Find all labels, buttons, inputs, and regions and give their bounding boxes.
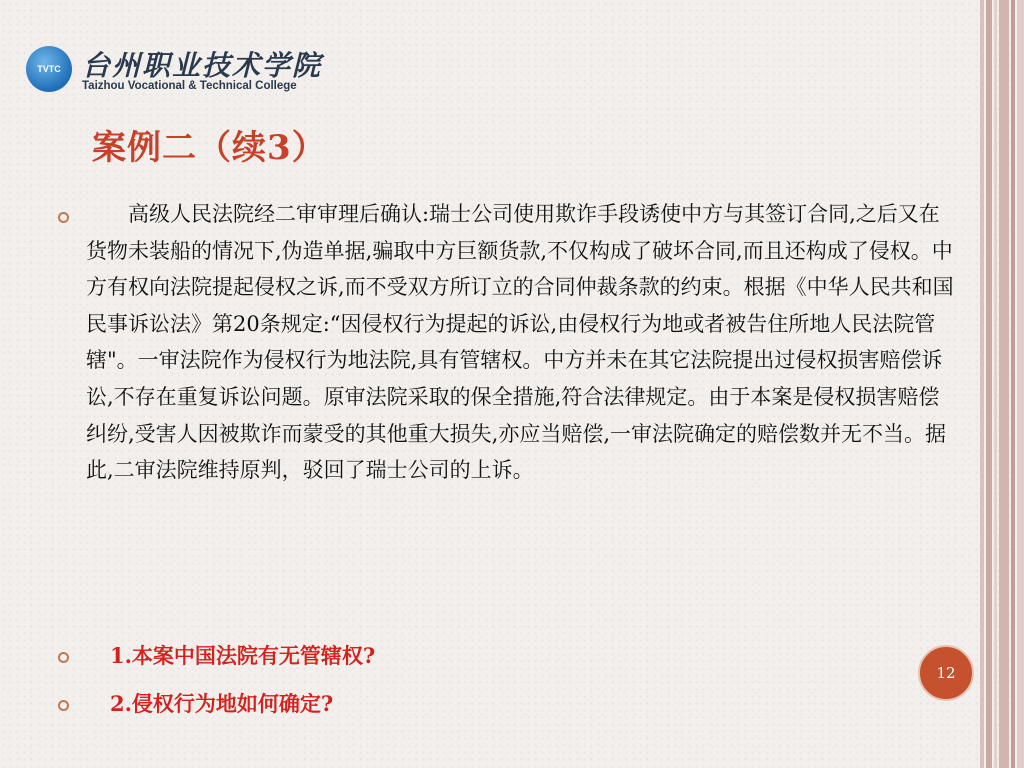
decorative-side-stripes — [980, 0, 1024, 768]
question-1: 1.本案中国法院有无管辖权? — [110, 643, 376, 668]
page-number-badge: 12 — [918, 645, 974, 701]
bullet-icon — [44, 642, 84, 672]
case-paragraph: 高级人民法院经二审审理后确认:瑞士公司使用欺诈手段诱使中方与其签订合同,之后又在货物未装船的情况下,伪造单据,骗取中方巨额货款,不仅构成了破坏合同,而且还构成了侵权。中方有权向法院提起侵权之诉,而不受双方所订立的合同仲裁条款的约束。根据《中华人民共和国民事诉讼法》第20条规定:“因侵权行为提起的诉讼,由侵权行为地或者被告住所地人民法院管辖"。一审法院作为侵权行为地法院,具有管辖权。中方并未在其它法院提出过侵权损害赔偿诉讼,不存在重复诉讼问题。原审法院采取的保全措施,符合法律规定。由于本案是侵权损害赔偿纠纷,受害人因被欺诈而蒙受的其他重大损失,亦应当赔偿,一审法院确定的赔偿数并无不当。据此,二审法院维持原判，驳回了瑞士公司的上诉。 — [86, 202, 954, 483]
bullet-icon — [44, 690, 84, 720]
question-2: 2.侵权行为地如何确定? — [110, 691, 334, 716]
bullet-icon — [44, 202, 84, 232]
college-logo — [26, 44, 323, 100]
slide-title: 案例二（续3） — [92, 128, 327, 168]
college-emblem-icon: TVTC — [26, 46, 72, 92]
college-name-chinese: 台州职业技术学院 — [82, 49, 323, 82]
college-name-english: Taizhou Vocational & Technical College — [82, 80, 297, 92]
